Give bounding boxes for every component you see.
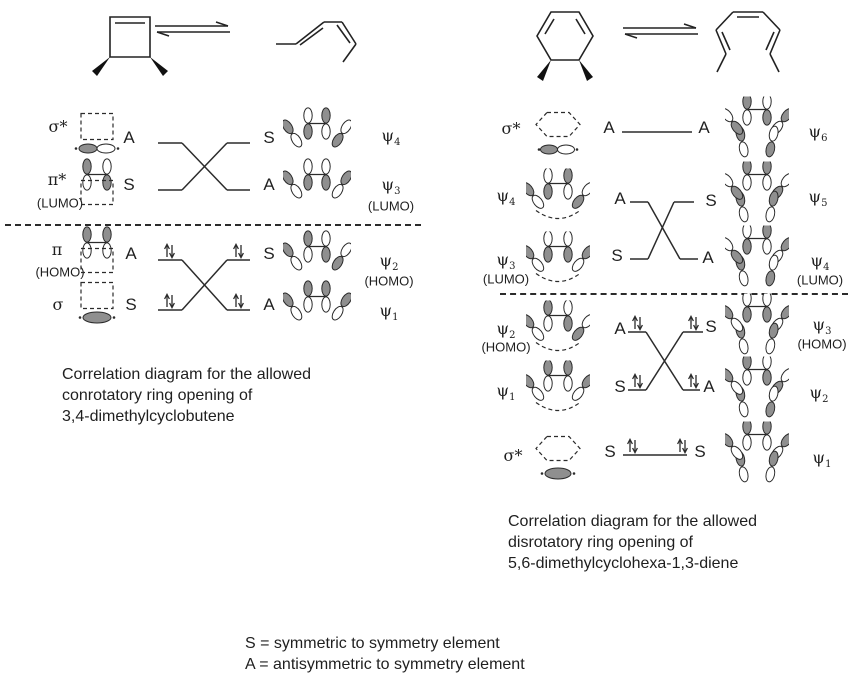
symmetry-label: A xyxy=(603,118,615,137)
pi-orbital-icon xyxy=(68,225,126,282)
symmetry-label: S xyxy=(604,442,616,461)
right-diagram-caption: Correlation diagram for the allowed disrotatory ring opening of 5,6-dimethylcyclohexa-1,3-diene xyxy=(508,513,758,572)
electron-pair-icon xyxy=(689,316,699,329)
electron-pair-icon xyxy=(628,439,638,452)
hexatriene-mo-orbital-icon xyxy=(725,97,789,170)
symmetry-label: A xyxy=(123,128,135,147)
symmetry-label: S xyxy=(611,246,623,265)
psi-label: $\psi_2$ xyxy=(809,382,829,406)
cyclobutene-structure xyxy=(85,5,185,90)
equilibrium-arrows-icon xyxy=(150,20,235,40)
mo-sublabel: (HOMO) xyxy=(481,339,531,355)
psi-sublabel: (LUMO) xyxy=(796,272,844,288)
mo-label: $\psi_1$ xyxy=(496,380,516,404)
symmetry-label: A xyxy=(263,295,275,314)
octatriene-structure xyxy=(700,0,805,88)
psi-label: $\psi_3$ xyxy=(812,314,832,338)
symmetry-label: S xyxy=(705,317,717,336)
psi-sublabel: (LUMO) xyxy=(367,198,415,214)
psi-label: $\psi_2$ xyxy=(379,250,399,274)
psi-label: $\psi_4$ xyxy=(810,250,830,274)
hexadiene-structure xyxy=(266,8,378,70)
cyclohexadiene-structure xyxy=(518,0,618,92)
diene-mo-orbital-icon xyxy=(526,301,590,364)
psi-label: $\psi_1$ xyxy=(379,300,399,324)
symmetry-label: A xyxy=(703,377,715,396)
symmetry-label: S xyxy=(263,128,275,147)
symmetry-label: S xyxy=(705,191,717,210)
electron-pair-icon xyxy=(234,294,244,307)
psi-label: $\psi_5$ xyxy=(808,186,828,210)
pi-star-orbital-icon xyxy=(68,157,126,214)
hexatriene-mo-orbital-icon xyxy=(725,162,789,235)
hexatriene-mo-orbital-icon xyxy=(725,226,789,299)
diene-mo-orbital-icon xyxy=(526,361,590,424)
symmetry-legend: S = symmetric to symmetry element A = antisymmetric to symmetry element xyxy=(245,635,525,673)
symmetry-label: A xyxy=(614,319,626,338)
symmetry-label: S xyxy=(614,377,626,396)
butadiene-mo-orbital-icon xyxy=(283,155,351,220)
hexatriene-mo-orbital-icon xyxy=(725,357,789,430)
psi-label: $\psi_4$ xyxy=(381,125,401,149)
electron-pair-icon xyxy=(165,294,175,307)
diene-mo-orbital-icon xyxy=(526,232,590,295)
electron-pair-icon xyxy=(689,374,699,387)
mo-label: σ* xyxy=(503,445,523,465)
electron-pair-icon xyxy=(678,439,688,452)
psi-sublabel: (HOMO) xyxy=(797,336,847,352)
sigma-orbital-icon xyxy=(530,432,586,489)
electron-pair-icon xyxy=(633,316,643,329)
symmetry-label: S xyxy=(694,442,706,461)
mo-label: σ* xyxy=(501,118,521,138)
symmetry-label: A xyxy=(614,189,626,208)
symmetry-label: A xyxy=(125,244,137,263)
mo-label: π* xyxy=(47,169,67,189)
hexatriene-mo-orbital-icon xyxy=(725,422,789,495)
symmetry-label: A xyxy=(263,175,275,194)
sigma-orbital-icon xyxy=(68,280,126,333)
symmetry-label: A xyxy=(698,118,710,137)
correlation-lines-right xyxy=(605,115,715,470)
mo-label: $\psi_2$ xyxy=(496,318,516,342)
equilibrium-arrows-icon xyxy=(618,22,703,42)
symmetry-label: S xyxy=(125,295,137,314)
mo-sublabel: (LUMO) xyxy=(36,195,84,211)
symmetry-label: S xyxy=(263,244,275,263)
diene-mo-orbital-icon xyxy=(526,169,590,232)
mo-sublabel: (LUMO) xyxy=(482,271,530,287)
symmetry-label: S xyxy=(123,175,135,194)
mo-label: π xyxy=(51,239,63,259)
mo-sublabel: (HOMO) xyxy=(35,264,85,280)
electron-pair-icon xyxy=(633,374,643,387)
mo-label: $\psi_4$ xyxy=(496,185,516,209)
butadiene-mo-orbital-icon xyxy=(283,277,351,342)
psi-label: $\psi_1$ xyxy=(812,447,832,471)
electron-pair-icon xyxy=(165,244,175,257)
left-diagram-caption: Correlation diagram for the allowed conrotatory ring opening of 3,4-dimethylcyclobutene xyxy=(62,366,312,425)
correlation-lines-left xyxy=(140,110,270,325)
symmetry-label: A xyxy=(702,248,714,267)
sigma-star-orbital-icon xyxy=(530,108,586,165)
mo-label: σ xyxy=(52,294,64,314)
mo-label: $\psi_3$ xyxy=(496,249,516,273)
mo-label: σ* xyxy=(48,116,68,136)
electron-pair-icon xyxy=(234,244,244,257)
psi-label: $\psi_3$ xyxy=(381,174,401,198)
psi-label: $\psi_6$ xyxy=(808,121,828,145)
psi-sublabel: (HOMO) xyxy=(364,273,414,289)
